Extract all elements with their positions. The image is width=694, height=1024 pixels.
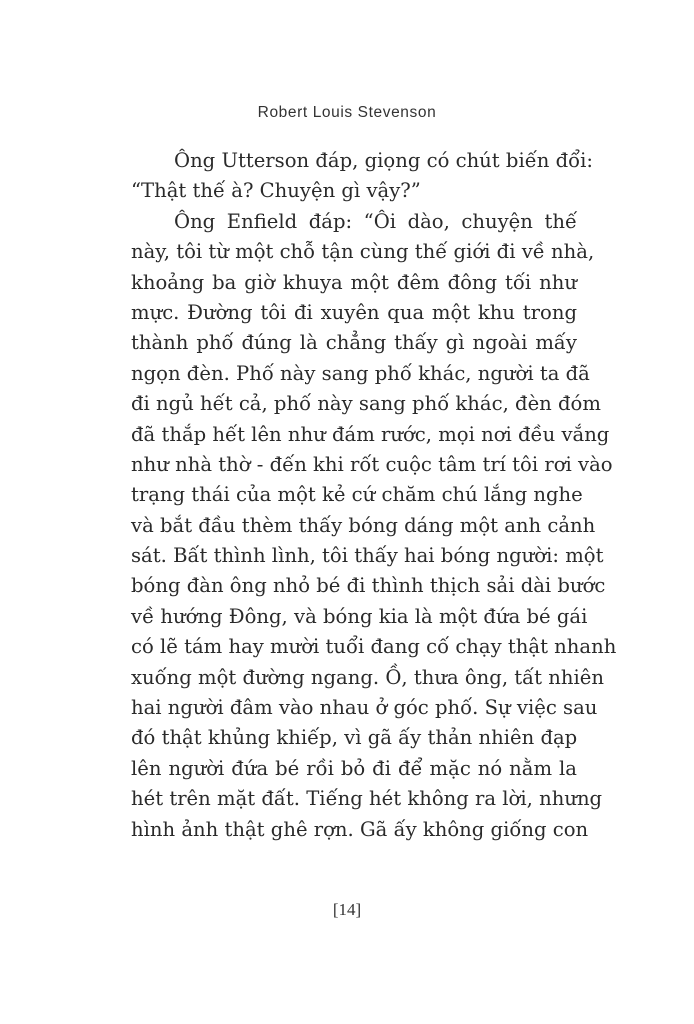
running-header: Robert Louis Stevenson	[257, 104, 437, 121]
text-line: mực. Đường tôi đi xuyên qua một khu trong	[131, 300, 577, 324]
text-line: bóng đàn ông nhỏ bé đi thình thịch sải dài bước	[131, 574, 606, 598]
text-line: Ông Enfield đáp: “Ôi dào, chuyện thế	[174, 209, 577, 233]
text-line: hét trên mặt đất. Tiếng hét không ra lời, nhưng	[131, 787, 603, 811]
text-line: này, tôi từ một chỗ tận cùng thế giới đi về nhà,	[131, 240, 595, 264]
text-line: thành phố đúng là chẳng thấy gì ngoài mấy	[131, 331, 577, 355]
text-line: ngọn đèn. Phố này sang phố khác, người ta đã	[131, 361, 590, 385]
text-line: có lẽ tám hay mười tuổi đang cố chạy thật nhanh	[131, 635, 617, 659]
text-line: về hướng Đông, và bóng kia là một đứa bé gái	[131, 604, 588, 628]
text-line: sát. Bất thình lình, tôi thấy hai bóng người: một	[131, 544, 604, 568]
text-line: trạng thái của một kẻ cứ chăm chú lắng nghe	[131, 483, 583, 507]
text-line: “Thật thế à? Chuyện gì vậy?”	[131, 179, 421, 203]
text-line: Ông Utterson đáp, giọng có chút biến đổi:	[174, 149, 594, 172]
body-text	[131, 146, 617, 845]
text-line: và bắt đầu thèm thấy bóng dáng một anh cảnh	[131, 513, 596, 537]
text-line: như nhà thờ - đến khi rốt cuộc tâm trí tôi rơi vào	[131, 452, 613, 476]
text-line: đi ngủ hết cả, phố này sang phố khác, đèn đóm	[131, 392, 601, 416]
page-number: [14]	[332, 900, 362, 919]
text-line: hình ảnh thật ghê rợn. Gã ấy không giống con	[131, 817, 589, 841]
text-line: hai người đâm vào nhau ở góc phố. Sự việc sau	[131, 696, 598, 720]
text-line: đã thắp hết lên như đám rước, mọi nơi đều vắng	[131, 422, 610, 446]
text-line: đó thật khủng khiếp, vì gã ấy thản nhiên đạp	[131, 726, 578, 750]
text-line: lên người đứa bé rồi bỏ đi để mặc nó nằm la	[131, 756, 577, 780]
text-line: xuống một đường ngang. Ồ, thưa ông, tất nhiên	[131, 665, 604, 689]
text-line: khoảng ba giờ khuya một đêm đông tối như	[131, 270, 577, 294]
